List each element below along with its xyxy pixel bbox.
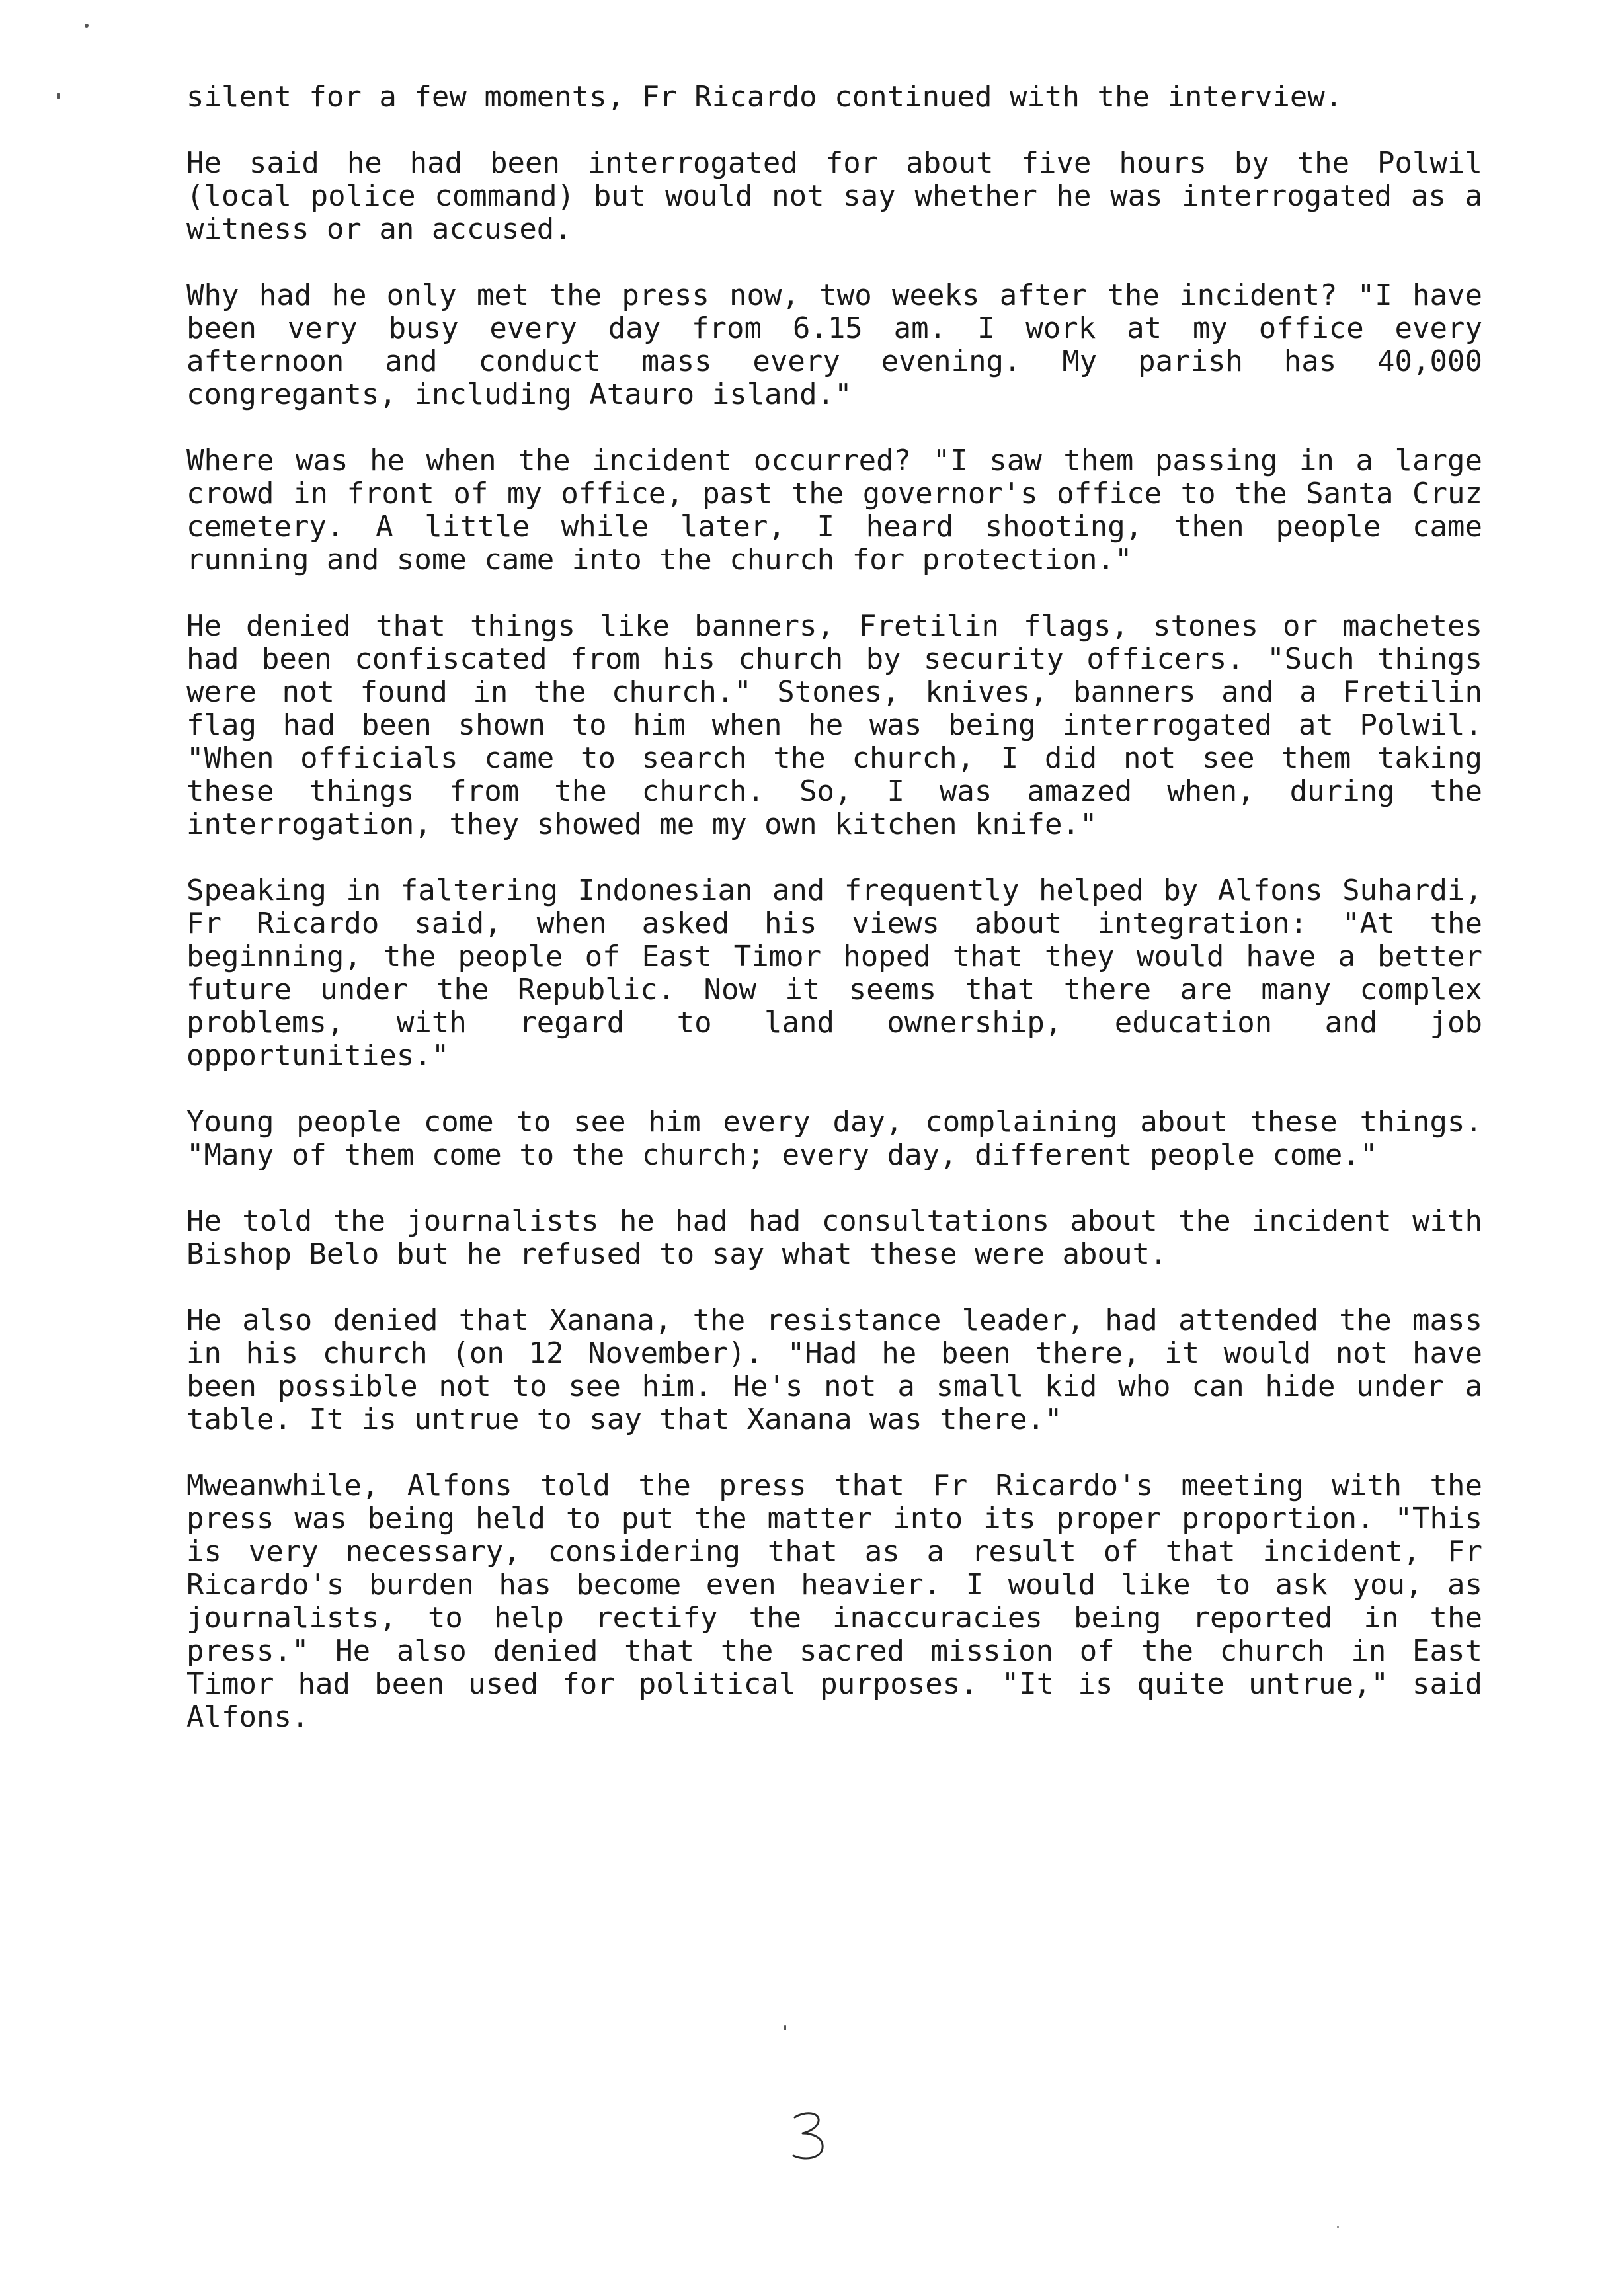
paragraph: He denied that things like banners, Fretilin flags, stones or machetes had been confiscated from his church by security officers. "Such things were not found in the church." Stones, knives, banners and a Fretilin flag had been shown to him when he was being interrogated at Polwil. "When officials came to search the church, I did not see them taking these things from the church. So, I was amazed when, during the interrogation, they showed me my own kitchen knife." (186, 609, 1482, 841)
paragraph: Why had he only met the press now, two weeks after the incident? "I have been very busy every day from 6.15 am. I work at my office every afternoon and conduct mass every evening. My parish has 40,000 congregants, including Atauro island." (186, 278, 1482, 411)
body-text (186, 81, 1482, 1767)
handwritten-page-number (785, 2107, 838, 2166)
scan-speck (85, 24, 89, 28)
scan-speck (1337, 2226, 1339, 2228)
paragraph: silent for a few moments, Fr Ricardo continued with the interview. (186, 80, 1343, 114)
scan-speck (784, 2025, 786, 2030)
paragraph: Speaking in faltering Indonesian and frequently helped by Alfons Suhardi, Fr Ricardo said, when asked his views about integration: "At the beginning, the people of East Timor hoped that they would have a better future under the Republic. Now it seems that there are many complex problems, with regard to land ownership, education and job opportunities." (186, 874, 1482, 1073)
paragraph: He also denied that Xanana, the resistance leader, had attended the mass in his church (on 12 November). "Had he been there, it would not have been possible not to see him. He's not a small kid who can hide under a table. It is untrue to say that Xanana was there." (186, 1303, 1482, 1436)
scan-speck (57, 93, 60, 99)
paragraph: He told the journalists he had had consultations about the incident with Bishop Belo but he refused to say what these were about. (186, 1204, 1482, 1271)
paragraph: He said he had been interrogated for about five hours by the Polwil (local police command) but would not say whether he was interrogated as a witness or an accused. (186, 146, 1482, 246)
paragraph: Young people come to see him every day, complaining about these things. "Many of them come to the church; every day, different people come." (186, 1105, 1482, 1172)
paragraph: Where was he when the incident occurred? "I saw them passing in a large crowd in front of my office, past the governor's office to the Santa Cruz cemetery. A little while later, I heard shooting, then people came running and some came into the church for protection." (186, 444, 1482, 577)
paragraph: Mweanwhile, Alfons told the press that Fr Ricardo's meeting with the press was being held to put the matter into its proper proportion. "This is very necessary, considering that as a result of that incident, Fr Ricardo's burden has become even heavier. I would like to ask you, as journalists, to help rectify the inaccuracies being reported in the press." He also denied that the sacred mission of the church in East Timor had been used for political purposes. "It is quite untrue," said Alfons. (186, 1469, 1482, 1734)
